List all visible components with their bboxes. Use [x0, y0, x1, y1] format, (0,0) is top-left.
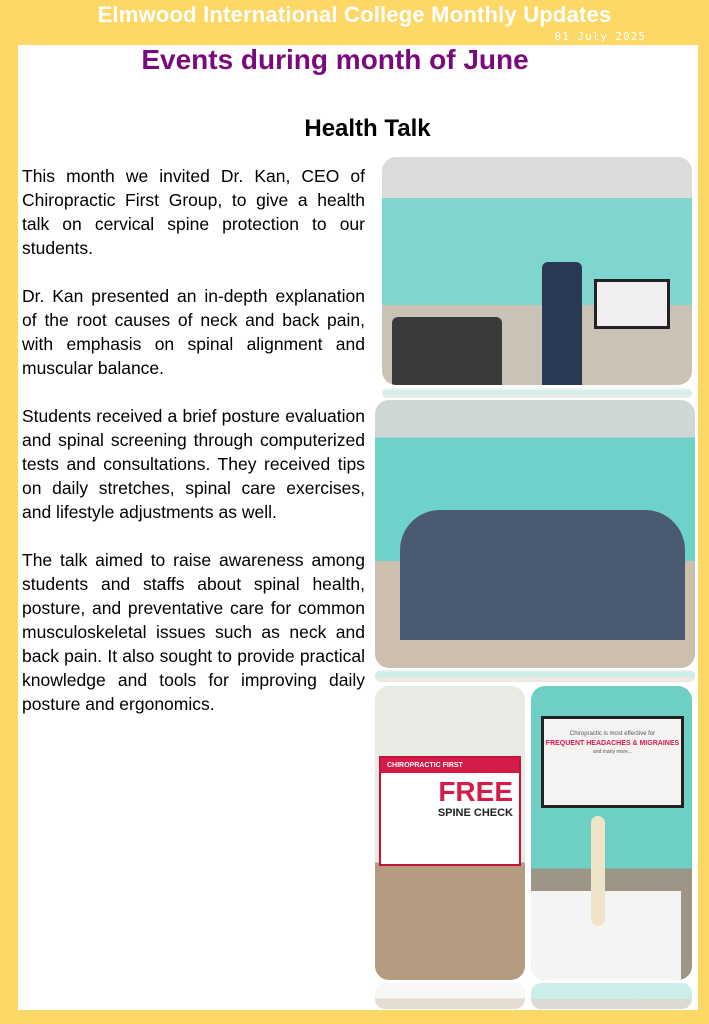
photo-poster: [375, 686, 525, 980]
poster-subhead: SPINE CHECK: [437, 807, 513, 819]
article-paragraph: This month we invited Dr. Kan, CEO of Chiropractic First Group, to give a health talk on cervical spine protection to our students.: [22, 166, 365, 258]
tv-line: Chiropractic is most effective for: [569, 731, 656, 737]
table: [531, 891, 681, 980]
group-people: [400, 510, 685, 640]
spine-check-poster: [379, 756, 521, 866]
spine-model: [591, 816, 605, 926]
photo-group: [375, 400, 695, 668]
photo-presentation: [382, 157, 692, 385]
tv-screen: [541, 716, 684, 808]
presentation-screen: [594, 279, 670, 329]
article-paragraph: Dr. Kan presented an in-depth explanation of the root causes of neck and back pain, with emphasis on spinal alignment and muscular balance.: [22, 286, 365, 378]
poster-brand: CHIROPRACTIC FIRST: [381, 758, 519, 773]
photo-reflection: [375, 983, 525, 1009]
article-body: [22, 164, 365, 740]
section-title: Health Talk: [304, 115, 431, 142]
poster-headline: FREE: [438, 776, 513, 807]
article-paragraph: Students received a brief posture evaluation and spinal screening through computerized tests and consultations. They received tips on daily stretches, spinal care exercises, and lifestyle adjustments as well.: [22, 406, 365, 522]
tv-line: and many more...: [593, 749, 632, 755]
article-paragraph: The talk aimed to raise awareness among students and staffs about spinal health, posture, and preventative care for common musculoskeletal issues such as neck and back pain. It also sought to provide practical knowledge and tools for improving daily posture and ergonomics.: [22, 550, 365, 714]
photo-reflection: [531, 983, 692, 1009]
events-title: Events during month of June: [141, 44, 529, 75]
presenter: [542, 262, 582, 385]
audience: [392, 317, 502, 385]
newsletter-masthead: Elmwood International College Monthly Updates: [97, 2, 612, 27]
photo-reflection: [375, 670, 695, 682]
photo-reflection: [382, 388, 692, 398]
tv-line: FREQUENT HEADACHES & MIGRAINES: [545, 740, 680, 747]
photo-spine-model: [531, 686, 692, 980]
issue-date: 01 July 2025: [554, 30, 646, 43]
